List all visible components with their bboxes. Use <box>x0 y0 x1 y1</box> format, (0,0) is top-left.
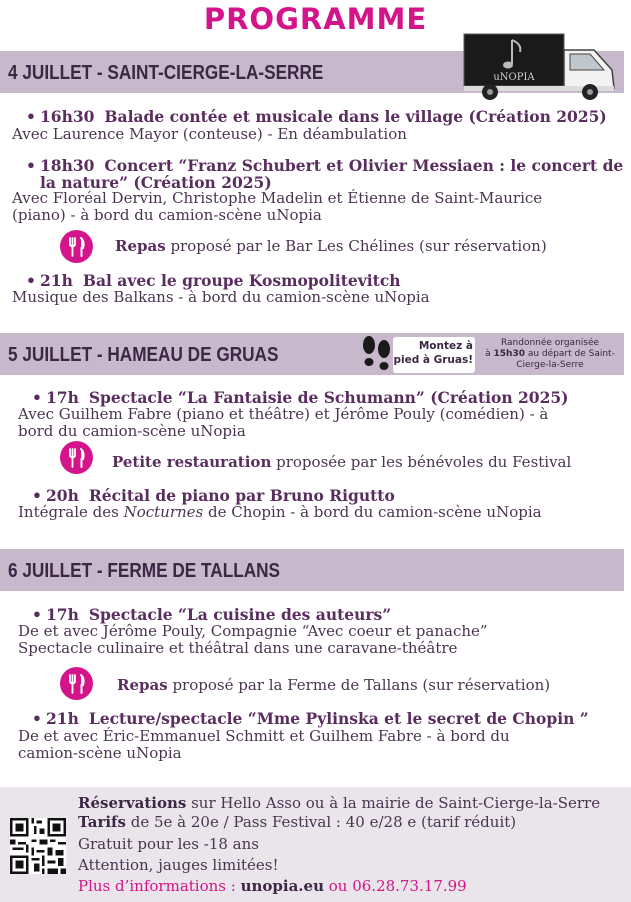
meal-icon <box>60 667 93 700</box>
event-title: Spectacle “La cuisine des auteurs” <box>88 605 392 624</box>
meal-text: Repas proposé par le Bar Les Chélines (sur réservation) <box>115 237 547 255</box>
event-18h30: • 18h30 Concert “Franz Schubert et Olivier Messiaen : le concert de <box>26 156 624 175</box>
footer-free: Gratuit pour les -18 ans <box>78 835 259 853</box>
event-desc: Avec Floréal Dervin, Christophe Madelin et Étienne de Saint-Maurice (piano) - à bord du camion-scène uNopia <box>12 189 543 224</box>
hike-callout: Montez à pied à Gruas! <box>393 337 475 373</box>
meal-icon <box>60 441 93 474</box>
truck-icon <box>462 30 622 102</box>
event-desc: Avec Laurence Mayor (conteuse) - En déambulation <box>12 125 407 143</box>
day-heading: 4 JUILLET - SAINT-CIERGE-LA-SERRE <box>8 62 324 84</box>
event-title: Spectacle “La Fantaisie de Schumann” (Création 2025) <box>88 388 569 407</box>
event-21h: • 21h Lecture/spectacle “Mme Pylinska et le secret de Chopin ” <box>32 709 589 728</box>
website-link[interactable]: unopia.eu <box>240 877 324 895</box>
event-time: 18h30 <box>40 156 95 175</box>
event-desc: De et avec Éric-Emmanuel Schmitt et Guilhem Fabre - à bord du camion-scène uNopia <box>18 727 510 762</box>
event-time: 20h <box>46 486 79 505</box>
page-title: PROGRAMME <box>203 2 428 36</box>
event-desc: De et avec Jérôme Pouly, Compagnie “Avec coeur et panache” Spectacle culinaire et théâtral dans une caravane-théâtre <box>18 622 488 657</box>
truck-label: uNOPIA <box>493 72 535 83</box>
day-heading: 5 JUILLET - HAMEAU DE GRUAS <box>8 344 279 366</box>
event-desc: Musique des Balkans - à bord du camion-scène uNopia <box>12 288 430 306</box>
qr-code-icon[interactable] <box>10 818 66 874</box>
meal-text: Repas proposé par la Ferme de Tallans (sur réservation) <box>117 676 551 694</box>
day-band-6-juillet <box>0 549 624 591</box>
footer-warning: Attention, jauges limitées! <box>78 856 279 874</box>
footprints-icon <box>360 335 394 373</box>
event-title: Balade contée et musicale dans le village (Création 2025) <box>104 107 607 126</box>
meal-text: Petite restauration proposée par les bénévoles du Festival <box>112 453 572 471</box>
event-time: 16h30 <box>40 107 95 126</box>
event-16h30: • 16h30 Balade contée et musicale dans le village (Création 2025) <box>26 107 607 126</box>
event-time: 21h <box>46 709 79 728</box>
event-title: Lecture/spectacle “Mme Pylinska et le secret de Chopin ” <box>88 709 589 728</box>
footer-tarifs: Tarifs de 5e à 20e / Pass Festival : 40 e/28 e (tarif réduit) <box>78 813 517 831</box>
footer-reservations: Réservations sur Hello Asso ou à la mairie de Saint-Cierge-la-Serre <box>78 794 601 812</box>
day-heading: 6 JUILLET - FERME DE TALLANS <box>8 560 281 582</box>
event-title: Concert “Franz Schubert et Olivier Messiaen : le concert de <box>104 156 624 175</box>
event-title-cont: la nature” (Création 2025) <box>40 173 272 192</box>
event-title: Bal avec le groupe Kosmopolitevitch <box>82 271 401 290</box>
event-17h: • 17h Spectacle “La cuisine des auteurs” <box>32 605 392 624</box>
event-time: 17h <box>46 388 79 407</box>
event-20h: • 20h Récital de piano par Bruno Rigutto <box>32 486 395 505</box>
event-desc: Avec Guilhem Fabre (piano et théâtre) et Jérôme Pouly (comédien) - à bord du camion-scène uNopia <box>18 405 549 440</box>
event-time: 17h <box>46 605 79 624</box>
event-title: Récital de piano par Bruno Rigutto <box>88 486 395 505</box>
event-time: 21h <box>40 271 73 290</box>
footer-info-line: Plus d’informations : unopia.eu ou 06.28.73.17.99 <box>78 877 467 895</box>
hike-note: Randonnée organisée à 15h30 au départ de Saint- Cierge-la-Serre <box>485 338 615 370</box>
meal-icon <box>60 230 93 263</box>
event-desc: Intégrale des Nocturnes de Chopin - à bord du camion-scène uNopia <box>18 503 542 521</box>
event-21h: • 21h Bal avec le groupe Kosmopolitevitch <box>26 271 401 290</box>
event-17h: • 17h Spectacle “La Fantaisie de Schumann” (Création 2025) <box>32 388 569 407</box>
